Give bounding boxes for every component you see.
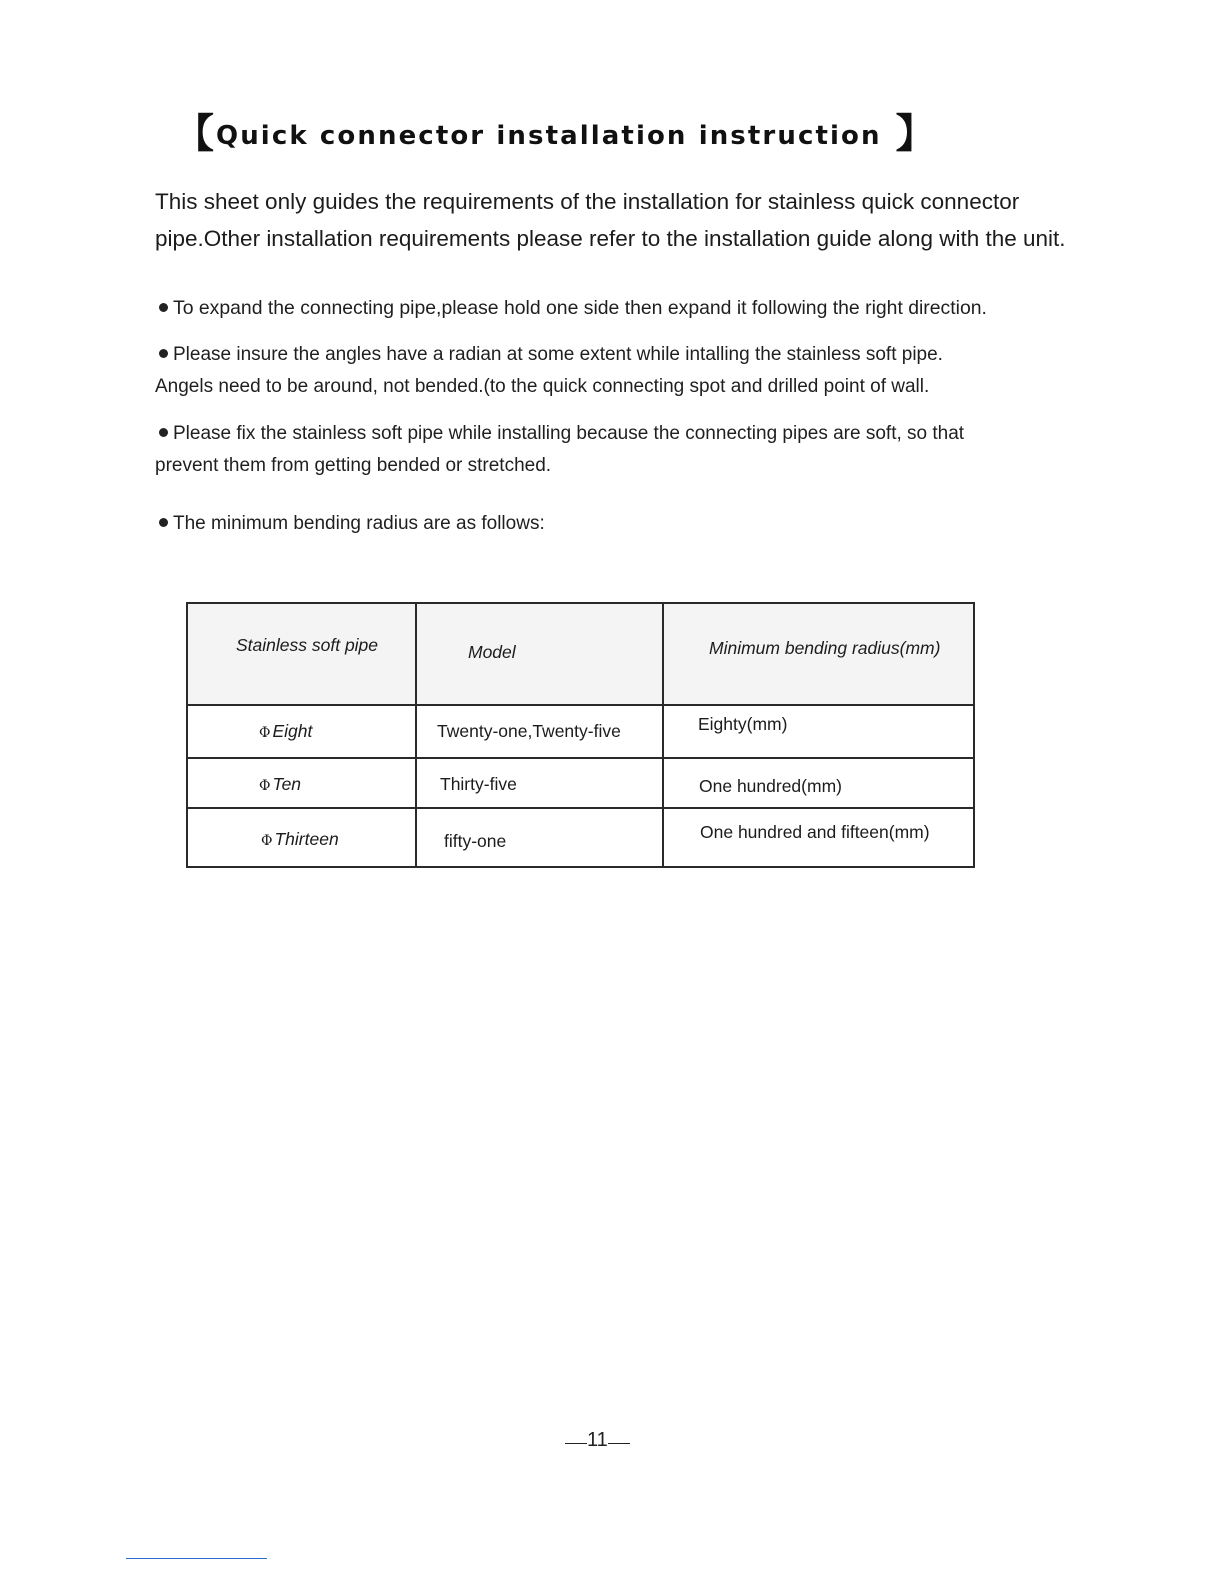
table-rule bbox=[186, 757, 975, 759]
phi-icon: Φ bbox=[261, 833, 273, 849]
table-header-pipe: Stainless soft pipe bbox=[236, 635, 379, 655]
page-title bbox=[174, 112, 936, 156]
table-cell-radius: Eighty(mm) bbox=[698, 714, 788, 734]
table-border-left bbox=[186, 602, 188, 868]
table-column-rule bbox=[662, 602, 664, 868]
table-rule bbox=[186, 807, 975, 809]
bullet-expand-pipe bbox=[155, 292, 1070, 324]
bullet-text: Please fix the stainless soft pipe while installing because the connecting pipes are soft, so that bbox=[173, 423, 965, 444]
footer-rule bbox=[126, 1558, 267, 1559]
bullet-min-radius bbox=[155, 508, 1070, 540]
page-number-text: 11 bbox=[587, 1429, 608, 1451]
bullet-line: prevent them from getting bended or stretched. bbox=[155, 455, 552, 476]
bullet-dot-icon bbox=[159, 303, 168, 312]
table-border-bottom bbox=[186, 866, 975, 868]
bending-radius-table bbox=[186, 602, 975, 868]
intro-paragraph: This sheet only guides the requirements of the installation for stainless quick connector pipe.Other installation requirements please refer to the installation guide along with the unit. bbox=[155, 189, 1066, 251]
table-header-radius: Minimum bending radius(mm) bbox=[709, 638, 941, 658]
title-open-bracket: 【 bbox=[174, 110, 214, 157]
page-number-dash bbox=[608, 1443, 630, 1445]
bullet-angles bbox=[155, 339, 1070, 403]
page-number bbox=[565, 1429, 630, 1452]
bullet-dot-icon bbox=[159, 428, 168, 437]
bullet-fix-pipe bbox=[155, 418, 1070, 482]
table-border-top bbox=[186, 602, 975, 604]
bullet-text: Please insure the angles have a radian at some extent while intalling the stainless soft pipe. bbox=[173, 344, 943, 365]
table-border-right bbox=[973, 602, 975, 868]
table-rule bbox=[186, 704, 975, 706]
table-cell-model: Twenty-one,Twenty-five bbox=[437, 721, 621, 741]
table-cell-pipe-size: Φ Eight bbox=[259, 721, 313, 741]
bullet-dot-icon bbox=[159, 518, 168, 527]
bullet-line: Angels need to be around, not bended.(to the quick connecting spot and drilled point of wall. bbox=[155, 376, 930, 397]
title-text: Quick connector installation instruction bbox=[216, 121, 882, 151]
table-cell-model: Thirty-five bbox=[440, 774, 517, 794]
table-column-rule bbox=[415, 602, 417, 868]
bullet-line bbox=[155, 418, 1070, 450]
title-close-bracket: 】 bbox=[895, 110, 936, 157]
table-cell-radius: One hundred(mm) bbox=[699, 776, 842, 796]
page-number-dash bbox=[565, 1443, 587, 1445]
phi-icon: Φ bbox=[259, 725, 271, 741]
bullet-text: The minimum bending radius are as follows: bbox=[173, 513, 545, 534]
table-cell-model: fifty-one bbox=[444, 831, 507, 851]
table-cell-pipe-size: Φ Ten bbox=[259, 774, 302, 794]
bullet-dot-icon bbox=[159, 349, 168, 358]
table-cell-pipe-size: Φ Thirteen bbox=[261, 829, 339, 849]
table-header-model: Model bbox=[468, 642, 516, 662]
bullet-text: To expand the connecting pipe,please hold one side then expand it following the right direction. bbox=[173, 297, 987, 319]
phi-icon: Φ bbox=[259, 778, 271, 794]
table-cell-radius: One hundred and fifteen(mm) bbox=[700, 822, 930, 842]
bullet-line bbox=[155, 339, 1070, 371]
